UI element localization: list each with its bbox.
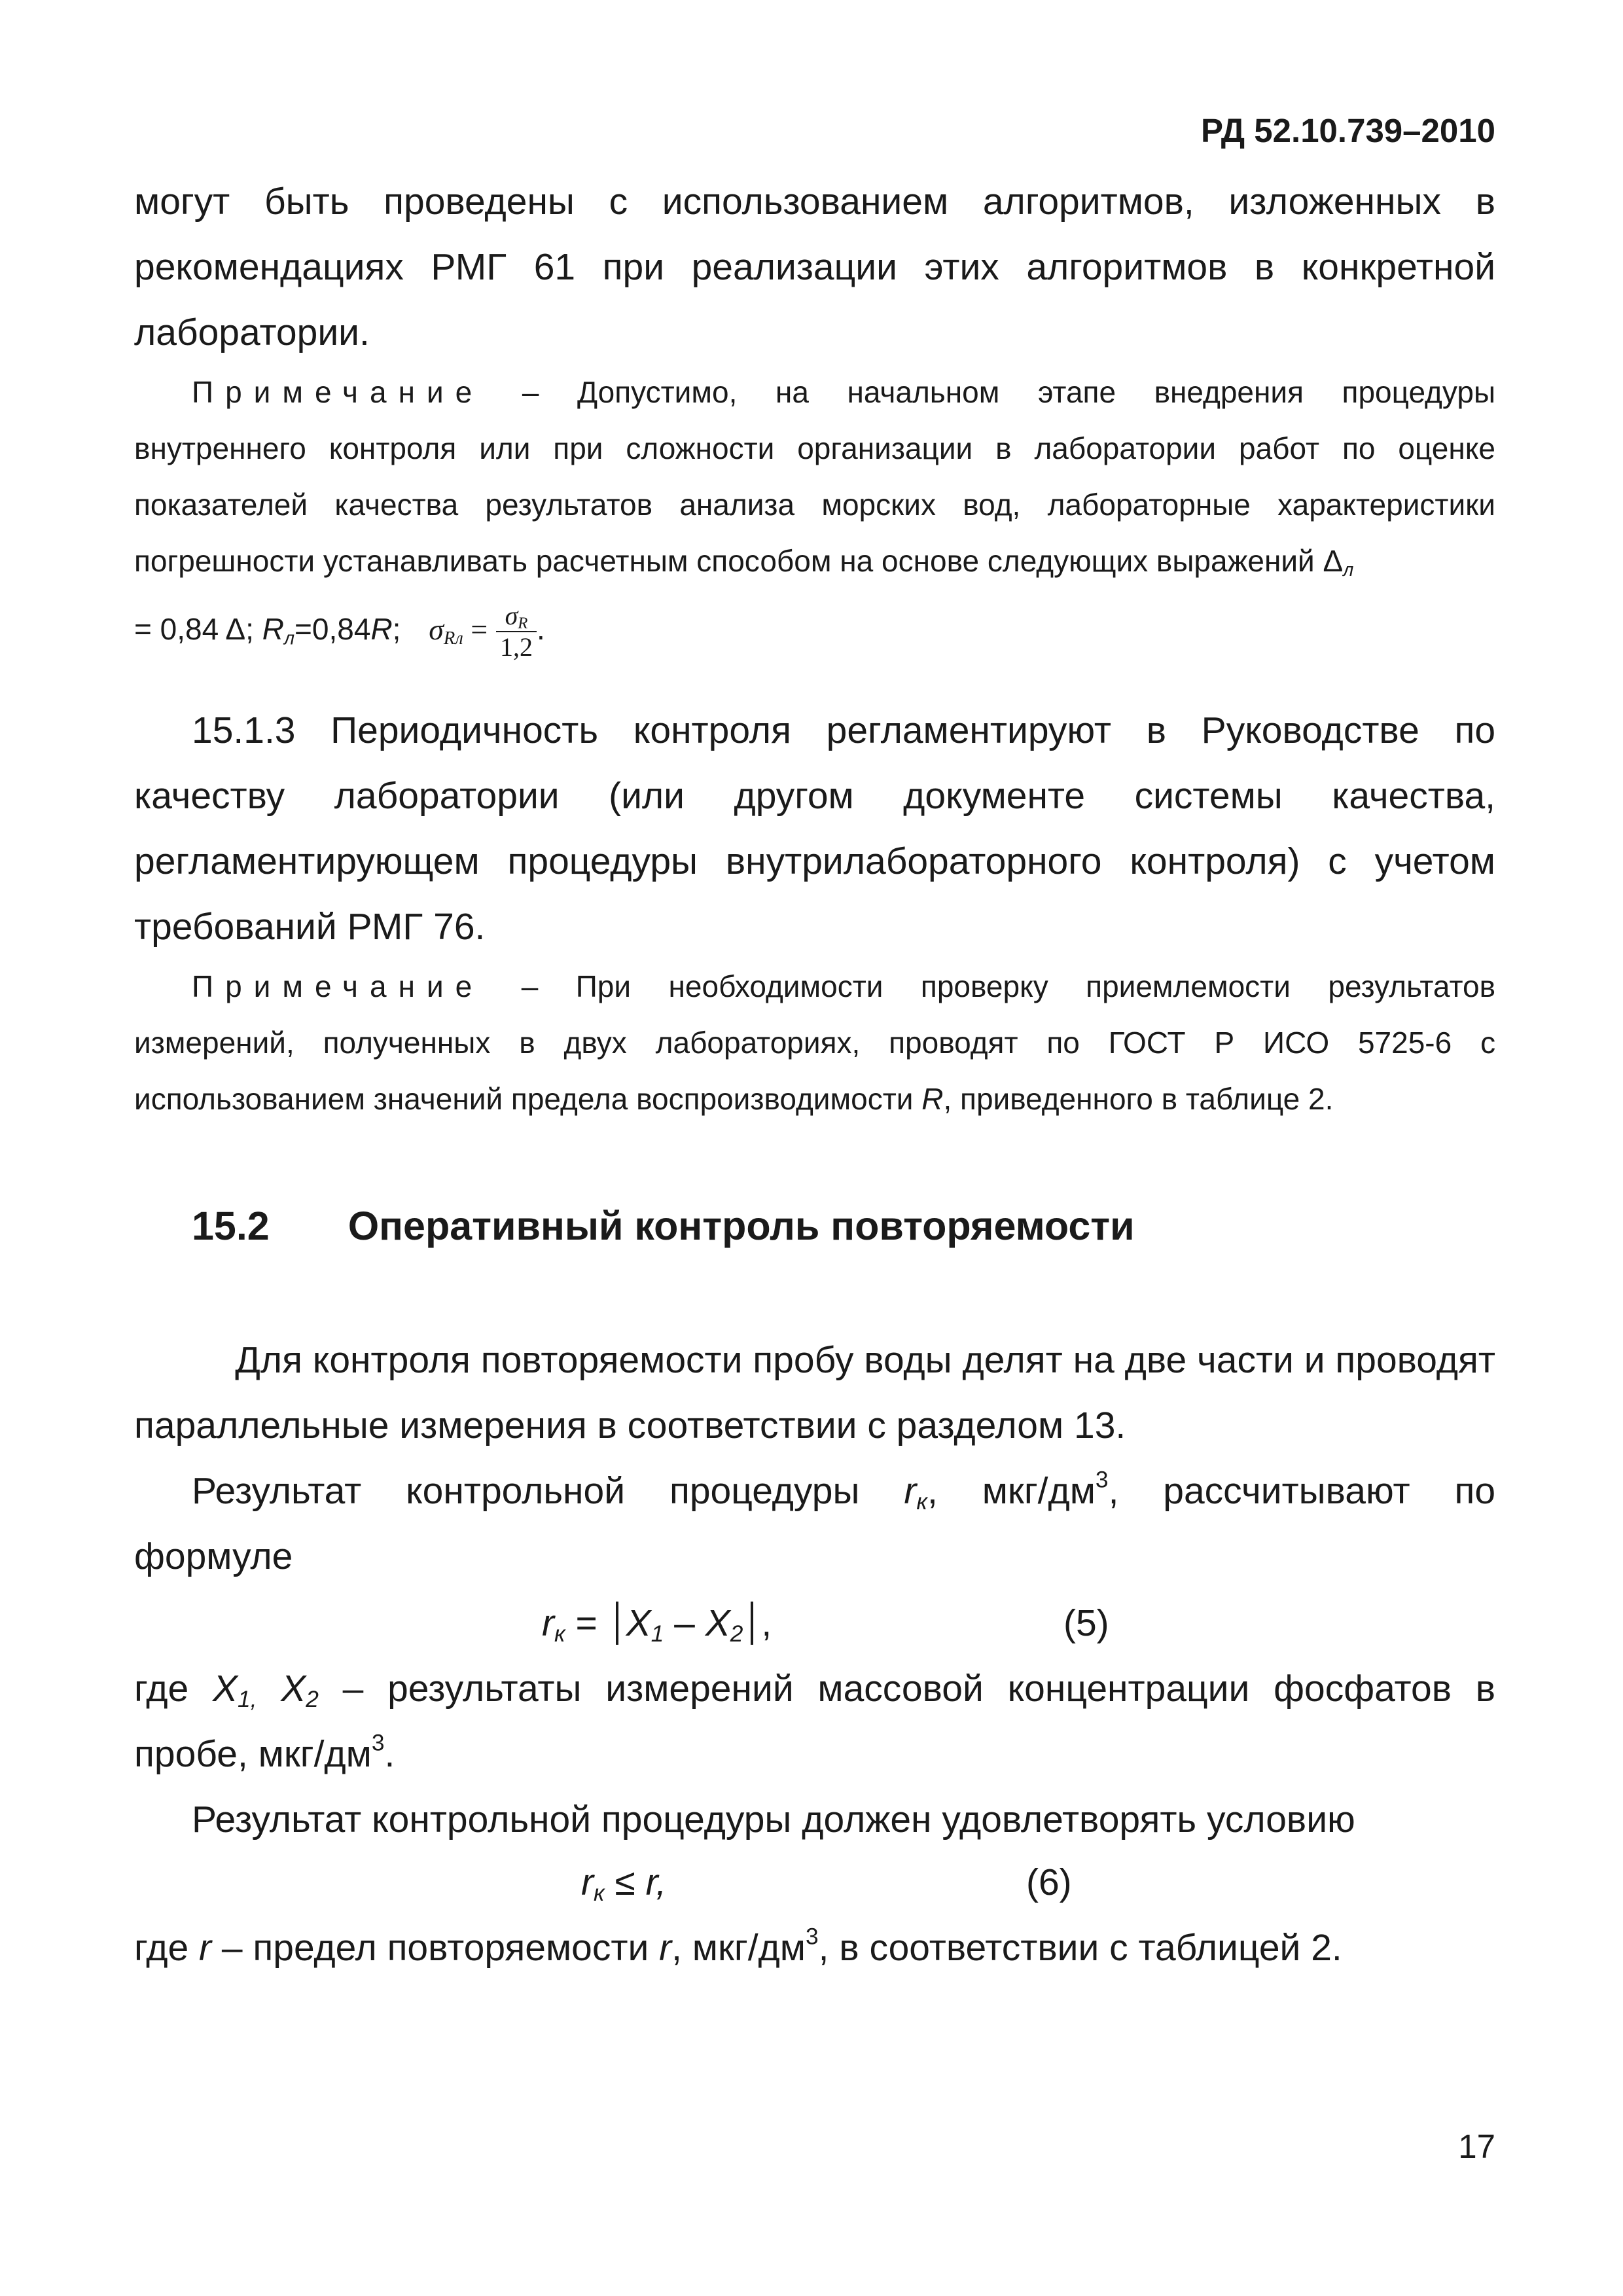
- paragraph-1-line-1: могут быть проведены с использованием алгоритмов, изложенных в: [134, 181, 1495, 223]
- abs-bar-left: [616, 1602, 618, 1645]
- abs-bar-right: [751, 1602, 753, 1645]
- note-1-formula-line: = 0,84 Δ; $R_л=0,84R$; $\sigma_{Rл}$ = $\frac{\sigma_R}{1,2}$ .: [134, 601, 545, 662]
- note-1-line-2: внутреннего контроля или при сложности организации в лаборатории работ по оценке: [134, 431, 1495, 465]
- section-title: Оперативный контроль повторяемости: [348, 1204, 1135, 1248]
- formula-6: $r_к \le r$,: [581, 1861, 667, 1906]
- note-2-line-2: измерений, полученных в двух лабораториях, проводят по ГОСТ Р ИСО 5725-6 с: [134, 1026, 1496, 1060]
- document-code: РД 52.10.739–2010: [1200, 112, 1495, 149]
- formula-5: $r_к = X_1 - X_2$ ,: [542, 1602, 772, 1647]
- paragraph-1-line-3: лаборатории.: [134, 312, 370, 353]
- section-number: 15.2: [192, 1204, 270, 1248]
- clause-15-1-3-line-1: 15.1.3 Периодичность контроля регламентируют в Руководстве по: [192, 709, 1496, 751]
- formula-5-number: (5): [1063, 1602, 1109, 1644]
- clause-15-1-3-line-3: регламентирующем процедуры внутрилабораторного контроля) с учетом: [134, 840, 1495, 882]
- paragraph-2-line-2: параллельные измерения в соответствии с разделом 13.: [134, 1405, 1126, 1446]
- formula-6-number: (6): [1026, 1861, 1072, 1903]
- note-1-line-1: Примечание – Допустимо, на начальном этапе внедрения процедуры: [192, 375, 1496, 409]
- clause-number: 15.1.3: [192, 709, 296, 751]
- note-1-line-4: погрешности устанавливать расчетным способом на основе следующих выражений $\Delta_л$: [134, 544, 1354, 581]
- note-2-label: Примечание: [192, 969, 484, 1003]
- sigma-fraction: $\frac{\sigma_R}{1,2}$: [496, 601, 537, 662]
- paragraph-3-line-1: Результат контрольной процедуры $r_к$, мкг/$дм^3$, рассчитывают по: [192, 1467, 1496, 1515]
- paragraph-2-line-1: Для контроля повторяемости пробу воды делят на две части и проводят: [235, 1339, 1495, 1381]
- paragraph-1-line-2: рекомендациях РМГ 61 при реализации этих алгоритмов в конкретной: [134, 246, 1496, 288]
- where-1-line-1: где $X_{1,}$ $X_2$ – результаты измерений массовой концентрации фосфатов в: [134, 1668, 1496, 1712]
- where-2: где r – предел повторяемости r, мкг/$дм^3$, в соответствии с таблицей 2.: [134, 1924, 1342, 1969]
- paragraph-4: Результат контрольной процедуры должен удовлетворять условию: [192, 1799, 1355, 1840]
- paragraph-3-line-2: формуле: [134, 1535, 293, 1577]
- page-number: 17: [1458, 2128, 1495, 2165]
- clause-15-1-3-line-2: качеству лаборатории (или другом документе системы качества,: [134, 775, 1496, 817]
- note-1-line-3: показателей качества результатов анализа морских вод, лабораторные характеристики: [134, 488, 1495, 522]
- note-2-line-3: использованием значений предела воспроизводимости R, приведенного в таблице 2.: [134, 1082, 1334, 1116]
- note-1-label: Примечание: [192, 375, 484, 409]
- clause-15-1-3-line-4: требований РМГ 76.: [134, 906, 486, 948]
- note-2-line-1: Примечание – При необходимости проверку приемлемости результатов: [192, 969, 1496, 1003]
- section-heading-15-2: [192, 1203, 1135, 1249]
- where-1-line-2: пробе, мкг/$дм^3$.: [134, 1730, 395, 1775]
